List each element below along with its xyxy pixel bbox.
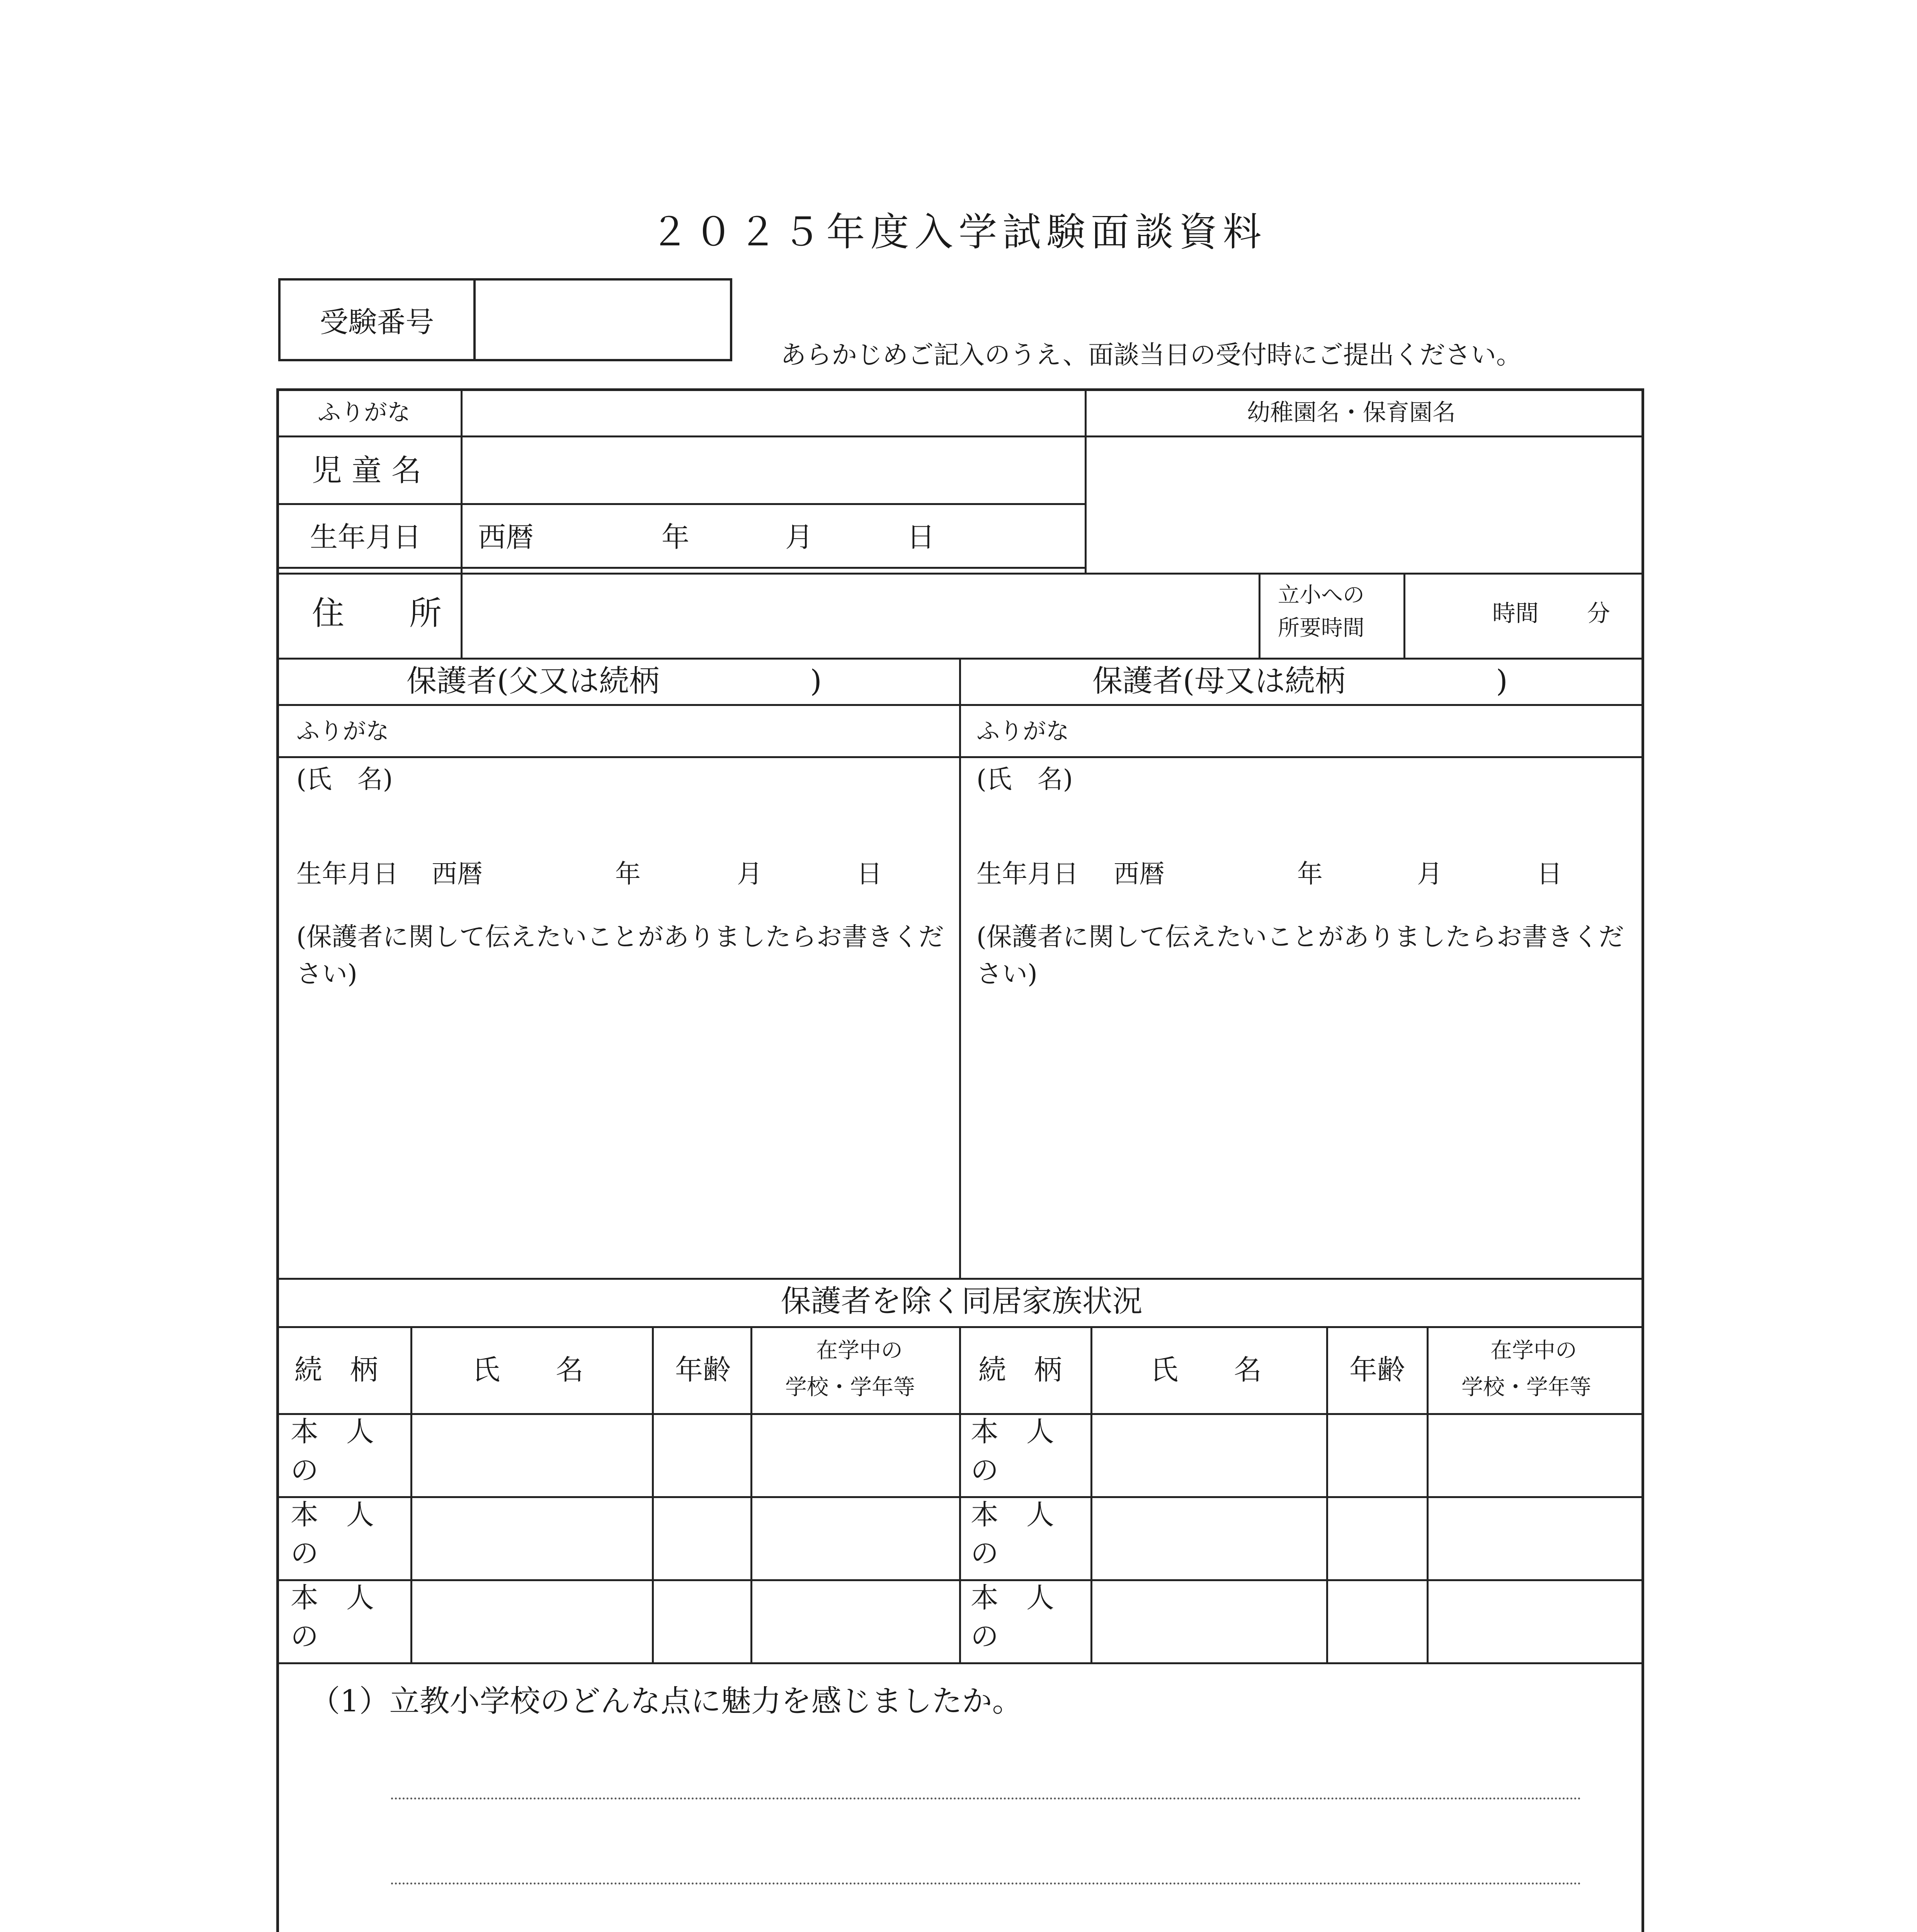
divider	[1259, 573, 1260, 658]
family-row-prefix: 本 人	[291, 1415, 374, 1448]
divider	[1085, 435, 1644, 437]
family-header: 保護者を除く同居家族状況	[781, 1284, 1143, 1319]
father-note: (保護者に関して伝えたいことがありましたらお書きください)	[296, 922, 944, 989]
family-row-prefix: 本 人	[971, 1415, 1055, 1448]
family-row-prefix: 本 人	[291, 1582, 374, 1614]
family-col-school-2: 学校・学年等	[785, 1375, 915, 1400]
family-col-age: 年齢	[1349, 1354, 1405, 1386]
divider	[279, 1579, 1644, 1581]
family-col-age: 年齢	[675, 1354, 731, 1386]
mother-birth-month: 月	[1417, 859, 1442, 889]
father-furigana: ふりがな	[296, 718, 389, 745]
family-col-relation: 続 柄	[978, 1354, 1062, 1386]
father-birth-label: 生年月日	[296, 859, 398, 889]
mother-note: (保護者に関して伝えたいことがありましたらお書きください)	[976, 922, 1624, 989]
divider	[279, 1662, 1644, 1664]
family-row-prefix: の	[291, 1537, 319, 1570]
commute-hours: 時間	[1492, 600, 1539, 627]
child-birth-year: 年	[662, 521, 690, 553]
exam-number-field[interactable]	[476, 281, 730, 359]
child-furigana-label: ふりがな	[318, 399, 410, 426]
commute-label-2: 所要時間	[1278, 616, 1364, 641]
family-row-prefix: 本 人	[291, 1498, 374, 1531]
mother-header: 保護者(母又は続柄 )	[1092, 664, 1508, 699]
divider	[461, 391, 463, 658]
question-1: （1）立教小学校のどんな点に魅力を感じましたか。	[310, 1684, 1022, 1719]
family-row-prefix: の	[971, 1454, 999, 1486]
divider	[279, 1413, 1644, 1415]
divider	[279, 573, 1644, 575]
mother-furigana: ふりがな	[976, 718, 1069, 745]
family-col-name: 氏 名	[472, 1354, 584, 1386]
family-row-prefix: の	[291, 1454, 319, 1486]
divider	[279, 704, 1644, 706]
divider	[279, 1278, 1644, 1280]
exam-number-box	[278, 278, 732, 361]
mother-name-label: (氏 名)	[976, 764, 1073, 794]
family-row-prefix: の	[971, 1537, 999, 1570]
mother-birth-label: 生年月日	[976, 859, 1078, 889]
commute-minutes: 分	[1587, 600, 1610, 627]
family-row-prefix: 本 人	[971, 1582, 1055, 1614]
mother-birth-year: 年	[1297, 859, 1323, 889]
divider	[279, 756, 1644, 758]
divider	[279, 435, 1085, 437]
family-col-school-1: 在学中の	[1490, 1338, 1577, 1363]
father-name-label: (氏 名)	[296, 764, 393, 794]
divider	[279, 503, 1085, 505]
father-birth-day: 日	[857, 859, 882, 889]
page-title: ２０２５年度入学試験面談資料	[650, 209, 1267, 255]
exam-number-label: 受験番号	[281, 281, 476, 359]
family-row-prefix: 本 人	[971, 1498, 1055, 1531]
interview-form	[276, 388, 1644, 1932]
instruction-text: あらかじめご記入のうえ、面談当日の受付時にご提出ください。	[781, 340, 1522, 370]
family-col-name: 氏 名	[1150, 1354, 1262, 1386]
divider	[1403, 573, 1405, 658]
answer-line[interactable]	[391, 1798, 1581, 1799]
kindergarten-label: 幼稚園名・保育園名	[1247, 399, 1456, 426]
father-birth-era: 西暦	[432, 859, 483, 889]
divider	[1085, 391, 1087, 573]
father-birth-year: 年	[615, 859, 641, 889]
commute-label-1: 立小への	[1278, 583, 1364, 608]
divider	[279, 1496, 1644, 1498]
child-birth-month: 月	[785, 521, 813, 553]
divider	[959, 658, 961, 1278]
father-header: 保護者(父又は続柄 )	[407, 664, 822, 699]
child-birth-era: 西暦	[478, 521, 534, 553]
divider	[279, 567, 1085, 569]
mother-birth-day: 日	[1537, 859, 1562, 889]
child-birth-label: 生年月日	[310, 521, 422, 553]
father-birth-month: 月	[737, 859, 762, 889]
family-col-school-2: 学校・学年等	[1461, 1375, 1591, 1400]
mother-birth-era: 西暦	[1114, 859, 1165, 889]
family-row-prefix: の	[291, 1620, 319, 1653]
child-birth-day: 日	[907, 521, 935, 553]
family-col-relation: 続 柄	[294, 1354, 378, 1386]
family-row-prefix: の	[971, 1620, 999, 1653]
divider	[279, 658, 1644, 660]
child-name-label: 児 童 名	[312, 453, 422, 488]
divider	[279, 1326, 1644, 1328]
answer-line[interactable]	[391, 1883, 1581, 1884]
address-label: 住 所	[312, 594, 442, 632]
family-col-school-1: 在学中の	[816, 1338, 903, 1363]
